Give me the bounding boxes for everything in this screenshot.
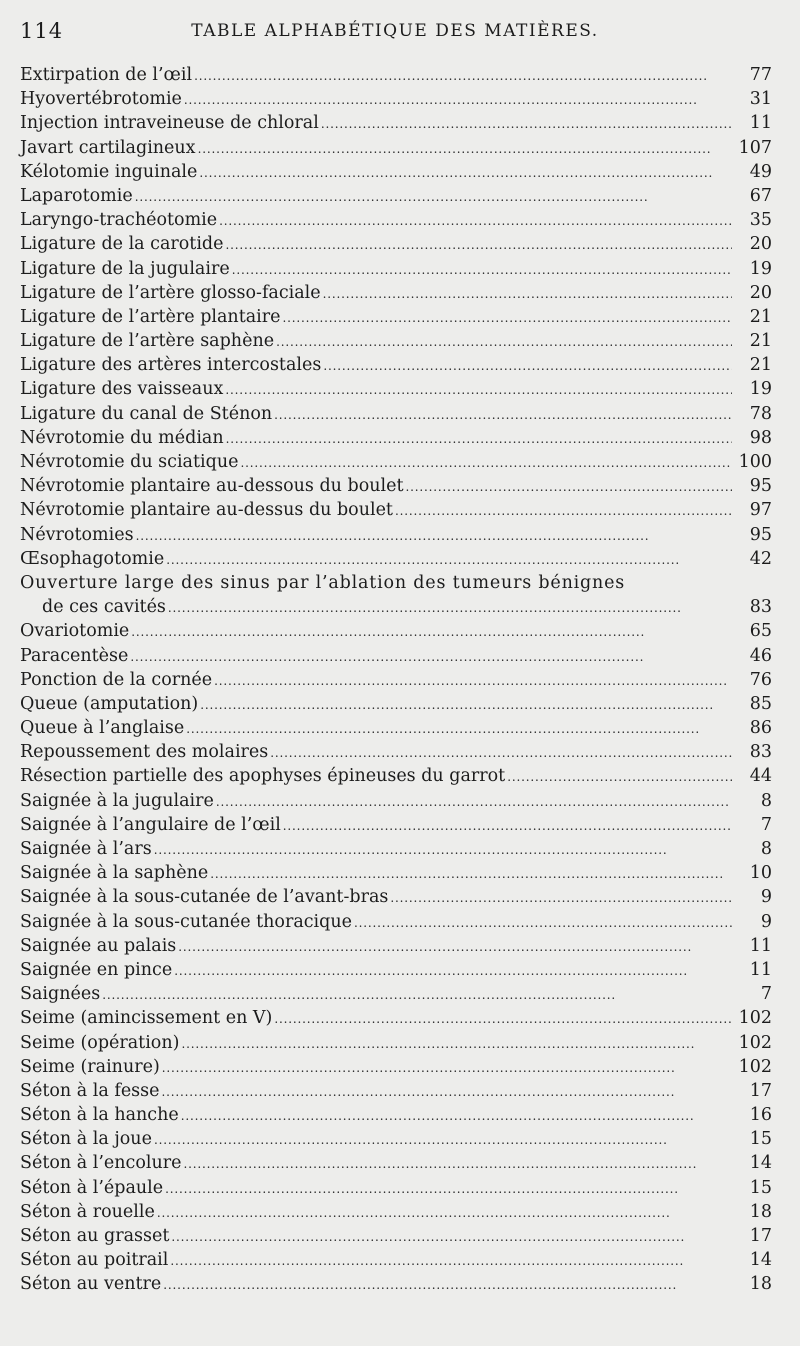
dot-leader <box>171 1224 732 1249</box>
index-entry <box>20 837 772 861</box>
index-term: Névrotomies <box>20 524 134 545</box>
index-page-number: 20 <box>749 234 772 255</box>
index-page-number: 20 <box>749 282 772 303</box>
index-page-number: 83 <box>749 742 772 763</box>
dot-leader <box>194 63 732 88</box>
dot-leader <box>131 619 732 644</box>
index-entry <box>20 353 772 377</box>
index-page-number: 77 <box>749 65 772 85</box>
index-entry <box>20 789 772 813</box>
dot-leader <box>200 692 732 717</box>
index-term: Repoussement des molaires <box>20 742 269 763</box>
index-term: Extirpation de l’œil <box>20 65 193 85</box>
index-page-number: 102 <box>738 1056 772 1077</box>
index-term: Ouverture large des sinus par l’ablation des tumeurs bénignes <box>20 572 626 593</box>
index-term: Séton à la joue <box>20 1129 152 1150</box>
index-term: Séton au grasset <box>20 1226 170 1246</box>
index-entry <box>20 571 772 595</box>
index-term: Saignée à la saphène <box>20 863 209 884</box>
dot-leader <box>166 547 732 572</box>
index-term: Névrotomie du sciatique <box>20 452 239 472</box>
index-term: Hyovertébrotomie <box>20 89 182 110</box>
index-entry <box>20 426 772 450</box>
dot-leader <box>186 716 732 741</box>
index-term: Névrotomie du médian <box>20 427 224 448</box>
page-header <box>20 16 770 46</box>
dot-leader <box>198 136 732 161</box>
index-page-number: 7 <box>760 814 772 835</box>
index-page-number: 85 <box>749 693 772 714</box>
index-page-number: 83 <box>749 597 772 618</box>
dot-leader <box>276 329 732 354</box>
index-term: Séton à rouelle <box>20 1201 155 1222</box>
index-page-number: 10 <box>749 863 772 884</box>
dot-leader <box>270 740 732 765</box>
index-page-number: 8 <box>760 839 772 859</box>
index-page-number: 18 <box>749 1274 772 1295</box>
index-entry <box>20 1200 772 1224</box>
dot-leader <box>274 1006 732 1031</box>
index-term: Laryngo-trachéotomie <box>20 210 218 231</box>
index-page-number: 86 <box>749 718 772 739</box>
index-term: Saignée à la sous-cutanée de l’avant-bras <box>20 887 389 908</box>
index-term: Saignée à l’ars <box>20 839 152 859</box>
index-entry <box>20 1006 772 1030</box>
index-entry <box>20 329 772 353</box>
index-term: Queue à l’anglaise <box>20 718 185 739</box>
index-page-number: 14 <box>749 1250 772 1271</box>
index-entry <box>20 377 772 401</box>
index-term: Ponction de la cornée <box>20 669 213 690</box>
index-term: Paracentèse <box>20 645 129 666</box>
index-entry <box>20 740 772 764</box>
running-head: TABLE ALPHABÉTIQUE DES MATIÈRES. <box>191 21 599 41</box>
index-term: Séton au ventre <box>20 1274 162 1295</box>
index-page-number: 107 <box>738 137 772 158</box>
dot-leader <box>178 934 732 959</box>
index-entry <box>20 619 772 643</box>
dot-leader <box>181 1031 732 1056</box>
dot-leader <box>240 450 732 475</box>
index-page-number: 65 <box>749 621 772 642</box>
index-entry <box>20 934 772 958</box>
index-entry <box>20 402 772 426</box>
dot-leader <box>283 813 732 838</box>
dot-leader <box>130 644 732 669</box>
index-page-number: 31 <box>749 89 772 110</box>
index-entry <box>20 257 772 281</box>
index-term: Ligature de l’artère saphène <box>20 331 275 352</box>
index-entry <box>20 208 772 232</box>
index-page-number: 102 <box>738 1032 772 1053</box>
dot-leader <box>162 1079 733 1104</box>
index-entry <box>20 1248 772 1272</box>
index-page-number: 11 <box>749 935 772 956</box>
index-term: Séton à l’encolure <box>20 1153 182 1174</box>
index-page-number: 78 <box>749 403 772 424</box>
index-page-number: 97 <box>749 500 772 521</box>
dot-leader <box>216 789 732 814</box>
index-term: Ligature de la carotide <box>20 234 224 255</box>
index-page-number: 15 <box>749 1177 772 1198</box>
index-term: Résection partielle des apophyses épineuses du garrot <box>20 766 506 787</box>
index-entry <box>20 764 772 788</box>
index-page-number: 11 <box>749 959 772 980</box>
index-page-number: 7 <box>760 984 772 1005</box>
dot-leader <box>321 111 732 136</box>
index-term: Injection intraveineuse de chloral <box>20 113 319 134</box>
dot-leader <box>135 184 732 209</box>
index-entry <box>20 87 772 111</box>
index-term: Kélotomie inguinale <box>20 161 198 182</box>
index-entry <box>20 547 772 571</box>
index-page-number: 19 <box>749 258 772 279</box>
dot-leader <box>406 474 732 499</box>
index-page-number: 49 <box>749 161 772 182</box>
dot-leader <box>184 87 732 112</box>
index-entry <box>20 498 772 522</box>
index-entry <box>20 474 772 498</box>
index-term: Ligature de la jugulaire <box>20 258 230 279</box>
index-term: Ligature des vaisseaux <box>20 379 224 400</box>
index-page-number: 42 <box>749 548 772 569</box>
index-page-number: 11 <box>749 113 772 134</box>
dot-leader <box>214 668 732 693</box>
index-entry <box>20 1127 772 1151</box>
index-term: Saignée au palais <box>20 935 177 956</box>
index-term: Ligature des artères intercostales <box>20 355 322 376</box>
index-entry <box>20 1103 772 1127</box>
index-term: Ligature du canal de Sténon <box>20 403 273 424</box>
index-entry <box>20 595 772 619</box>
index-page-number: 15 <box>749 1129 772 1150</box>
index-term: Queue (amputation) <box>20 693 199 714</box>
index-page-number: 14 <box>749 1153 772 1174</box>
index-entry <box>20 644 772 668</box>
index-page-number: 16 <box>749 1105 772 1126</box>
index-page-number: 8 <box>760 790 772 811</box>
index-entry <box>20 668 772 692</box>
index-entry <box>20 160 772 184</box>
dot-leader <box>154 837 732 862</box>
index-entry <box>20 1055 772 1079</box>
index-term: Séton à la fesse <box>20 1080 160 1101</box>
index-term: Séton à l’épaule <box>20 1177 164 1198</box>
index-term: Seime (rainure) <box>20 1056 160 1077</box>
index-page-number: 102 <box>738 1008 772 1029</box>
index-entry <box>20 184 772 208</box>
index-page-number: 19 <box>749 379 772 400</box>
dot-leader <box>174 958 732 983</box>
index-page-number: 46 <box>749 645 772 666</box>
index-term: Saignée à l’angulaire de l’œil <box>20 814 281 835</box>
dot-leader <box>225 232 732 257</box>
index-term: Javart cartilagineux <box>20 137 196 158</box>
dot-leader <box>210 861 732 886</box>
index-entry <box>20 1079 772 1103</box>
index-page-number: 76 <box>749 669 772 690</box>
index-entry <box>20 1151 772 1175</box>
index-page-number: 44 <box>749 766 772 787</box>
dot-leader <box>102 982 732 1007</box>
index-page-number: 95 <box>749 524 772 545</box>
index-page-number: 17 <box>749 1080 772 1101</box>
index-page-number: 21 <box>749 331 772 352</box>
dot-leader <box>181 1103 732 1128</box>
index-entry <box>20 1272 772 1296</box>
index-page-number: 67 <box>749 185 772 206</box>
index-page-number: 17 <box>749 1226 772 1246</box>
index-term: Œsophagotomie <box>20 548 165 569</box>
index-term: Ovariotomie <box>20 621 130 642</box>
index-entry <box>20 281 772 305</box>
index-term: Seime (opération) <box>20 1032 180 1053</box>
dot-leader <box>225 377 732 402</box>
dot-leader <box>232 257 732 282</box>
index-term: Ligature de l’artère plantaire <box>20 306 281 327</box>
dot-leader <box>390 885 732 910</box>
index-term: Séton à la hanche <box>20 1105 179 1126</box>
index-page-number: 98 <box>749 427 772 448</box>
dot-leader <box>170 1248 732 1273</box>
index-entry <box>20 1224 772 1248</box>
dot-leader <box>282 305 732 330</box>
index-entry <box>20 523 772 547</box>
index-entry <box>20 1176 772 1200</box>
index-page-number: 35 <box>749 210 772 231</box>
dot-leader <box>165 1176 732 1201</box>
index-entry <box>20 982 772 1006</box>
index-page-number: 100 <box>738 452 772 472</box>
index-entry <box>20 813 772 837</box>
index-term: Saignée à la jugulaire <box>20 790 214 811</box>
index-page-number: 21 <box>749 306 772 327</box>
dot-leader <box>395 498 732 523</box>
index-entry <box>20 232 772 256</box>
index-term: Névrotomie plantaire au-dessous du boulet <box>20 476 404 497</box>
index-term: Seime (amincissement en V) <box>20 1008 273 1029</box>
dot-leader <box>199 160 732 185</box>
dot-leader <box>274 402 732 427</box>
index-entry <box>20 958 772 982</box>
dot-leader <box>323 281 732 306</box>
index-term: Saignées <box>20 984 101 1005</box>
index-page-number: 95 <box>749 476 772 497</box>
index-entry <box>20 305 772 329</box>
index-entry <box>20 861 772 885</box>
dot-leader <box>507 764 732 789</box>
index-term: Ligature de l’artère glosso-faciale <box>20 282 321 303</box>
dot-leader <box>162 1055 732 1080</box>
dot-leader <box>154 1127 732 1152</box>
dot-leader <box>136 523 732 548</box>
index-list <box>20 63 772 1297</box>
index-entry <box>20 63 772 87</box>
index-term: Saignée en pince <box>20 959 173 980</box>
index-page-number: 9 <box>760 911 772 932</box>
index-entry <box>20 136 772 160</box>
index-entry <box>20 885 772 909</box>
dot-leader <box>183 1151 732 1176</box>
page-number: 114 <box>20 19 64 43</box>
index-term: Névrotomie plantaire au-dessus du boulet <box>20 500 393 521</box>
dot-leader <box>354 910 732 935</box>
index-entry <box>20 450 772 474</box>
dot-leader <box>163 1272 732 1297</box>
index-page-number: 18 <box>749 1201 772 1222</box>
index-entry <box>20 111 772 135</box>
index-term: de ces cavités <box>42 597 166 618</box>
dot-leader <box>168 595 732 620</box>
index-page-number: 21 <box>749 355 772 376</box>
index-entry <box>20 1031 772 1055</box>
index-entry <box>20 910 772 934</box>
index-term: Séton au poitrail <box>20 1250 169 1271</box>
index-term: Saignée à la sous-cutanée thoracique <box>20 911 352 932</box>
dot-leader <box>226 426 732 451</box>
index-term: Laparotomie <box>20 185 133 206</box>
dot-leader <box>157 1200 732 1225</box>
dot-leader <box>323 353 732 378</box>
index-entry <box>20 692 772 716</box>
index-entry <box>20 716 772 740</box>
dot-leader <box>219 208 732 233</box>
index-page-number: 9 <box>760 887 772 908</box>
